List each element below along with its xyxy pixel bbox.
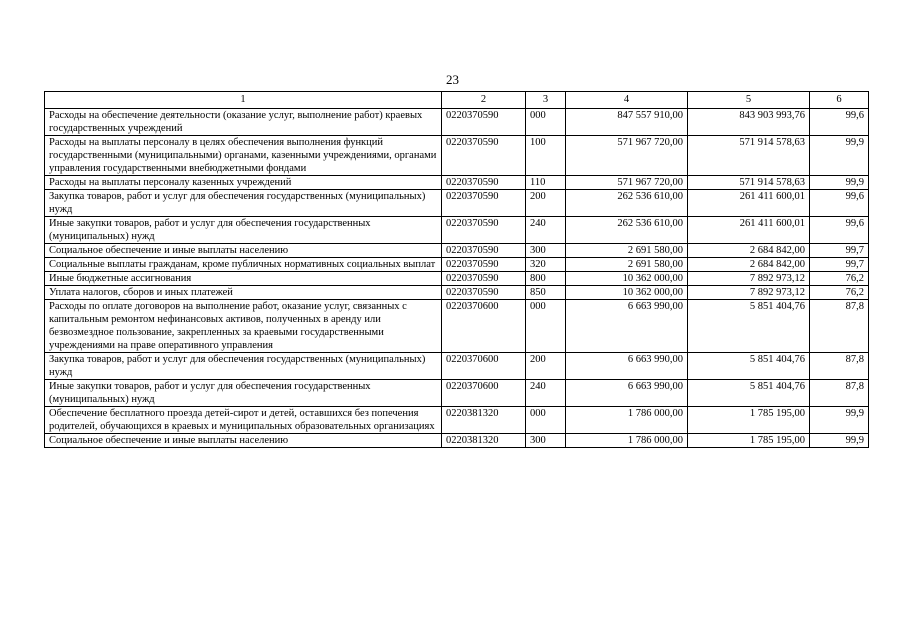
table-row (45, 407, 869, 434)
row-type: 100 (526, 136, 566, 176)
row-type: 320 (526, 258, 566, 272)
column-header-6: 6 (810, 92, 869, 109)
row-percent: 99,7 (810, 258, 869, 272)
row-name: Социальное обеспечение и иные выплаты населению (45, 434, 442, 448)
row-code: 0220370590 (442, 244, 526, 258)
row-fact: 1 785 195,00 (688, 407, 810, 434)
row-code: 0220370600 (442, 353, 526, 380)
row-plan: 6 663 990,00 (566, 353, 688, 380)
column-header-2: 2 (442, 92, 526, 109)
row-percent: 99,6 (810, 190, 869, 217)
row-name: Социальные выплаты гражданам, кроме публичных нормативных социальных выплат (45, 258, 442, 272)
row-plan: 10 362 000,00 (566, 286, 688, 300)
row-fact: 571 914 578,63 (688, 136, 810, 176)
row-percent: 99,9 (810, 176, 869, 190)
row-type: 300 (526, 244, 566, 258)
row-fact: 261 411 600,01 (688, 217, 810, 244)
row-percent: 99,9 (810, 136, 869, 176)
table-row (45, 380, 869, 407)
row-name: Расходы на выплаты персоналу казенных учреждений (45, 176, 442, 190)
row-code: 0220370590 (442, 272, 526, 286)
row-type: 200 (526, 190, 566, 217)
row-code: 0220370590 (442, 176, 526, 190)
row-percent: 87,8 (810, 353, 869, 380)
row-name: Уплата налогов, сборов и иных платежей (45, 286, 442, 300)
row-type: 300 (526, 434, 566, 448)
column-header-4: 4 (566, 92, 688, 109)
page-number: 23 (446, 72, 459, 87)
table-row (45, 353, 869, 380)
row-plan: 262 536 610,00 (566, 190, 688, 217)
row-percent: 87,8 (810, 380, 869, 407)
row-percent: 99,7 (810, 244, 869, 258)
row-plan: 6 663 990,00 (566, 380, 688, 407)
table-row (45, 190, 869, 217)
row-plan: 571 967 720,00 (566, 136, 688, 176)
row-name: Расходы на обеспечение деятельности (оказание услуг, выполнение работ) краевых государственных учреждений (45, 109, 442, 136)
row-fact: 1 785 195,00 (688, 434, 810, 448)
row-fact: 5 851 404,76 (688, 380, 810, 407)
row-code: 0220370590 (442, 109, 526, 136)
row-percent: 76,2 (810, 286, 869, 300)
row-type: 240 (526, 380, 566, 407)
row-plan: 2 691 580,00 (566, 244, 688, 258)
row-name: Социальное обеспечение и иные выплаты населению (45, 244, 442, 258)
row-plan: 10 362 000,00 (566, 272, 688, 286)
row-fact: 2 684 842,00 (688, 244, 810, 258)
row-name: Расходы по оплате договоров на выполнение работ, оказание услуг, связанных с капитальным ремонтом нефинансовых активов, полученных в аренду или безвозмездное пользование, закрепленных за краевыми государственными учреждениями на праве оперативного управления (45, 300, 442, 353)
row-type: 000 (526, 300, 566, 353)
row-fact: 571 914 578,63 (688, 176, 810, 190)
row-plan: 262 536 610,00 (566, 217, 688, 244)
table-row (45, 217, 869, 244)
table-row (45, 272, 869, 286)
row-name: Обеспечение бесплатного проезда детей-сирот и детей, оставшихся без попечения родителей, обучающихся в краевых и муниципальных образовательных организациях (45, 407, 442, 434)
row-code: 0220370590 (442, 136, 526, 176)
row-code: 0220370590 (442, 286, 526, 300)
row-name: Иные закупки товаров, работ и услуг для обеспечения государственных (муниципальных) нужд (45, 217, 442, 244)
row-plan: 6 663 990,00 (566, 300, 688, 353)
row-type: 110 (526, 176, 566, 190)
row-percent: 99,9 (810, 407, 869, 434)
row-plan: 2 691 580,00 (566, 258, 688, 272)
row-code: 0220370590 (442, 217, 526, 244)
table-row (45, 258, 869, 272)
table-row (45, 244, 869, 258)
row-type: 000 (526, 109, 566, 136)
row-type: 200 (526, 353, 566, 380)
row-name: Расходы на выплаты персоналу в целях обеспечения выполнения функций государственными (муниципальными) органами, казенными учреждениями, органами управления государственными внебюджетными фондами (45, 136, 442, 176)
budget-table (44, 91, 869, 448)
row-fact: 7 892 973,12 (688, 272, 810, 286)
row-fact: 5 851 404,76 (688, 353, 810, 380)
row-name: Иные закупки товаров, работ и услуг для обеспечения государственных (муниципальных) нужд (45, 380, 442, 407)
row-plan: 847 557 910,00 (566, 109, 688, 136)
row-percent: 99,6 (810, 217, 869, 244)
row-type: 800 (526, 272, 566, 286)
row-code: 0220370590 (442, 190, 526, 217)
table-row (45, 300, 869, 353)
table-row (45, 434, 869, 448)
row-fact: 5 851 404,76 (688, 300, 810, 353)
row-percent: 76,2 (810, 272, 869, 286)
row-type: 240 (526, 217, 566, 244)
row-percent: 87,8 (810, 300, 869, 353)
row-code: 0220381320 (442, 434, 526, 448)
row-name: Закупка товаров, работ и услуг для обеспечения государственных (муниципальных) нужд (45, 190, 442, 217)
row-type: 000 (526, 407, 566, 434)
row-name: Иные бюджетные ассигнования (45, 272, 442, 286)
row-fact: 7 892 973,12 (688, 286, 810, 300)
row-plan: 1 786 000,00 (566, 407, 688, 434)
column-header-3: 3 (526, 92, 566, 109)
table-row (45, 109, 869, 136)
column-header-1: 1 (45, 92, 442, 109)
table-header-row (45, 92, 869, 109)
table-row (45, 176, 869, 190)
row-code: 0220370600 (442, 380, 526, 407)
column-header-5: 5 (688, 92, 810, 109)
table-row (45, 286, 869, 300)
row-fact: 2 684 842,00 (688, 258, 810, 272)
row-name: Закупка товаров, работ и услуг для обеспечения государственных (муниципальных) нужд (45, 353, 442, 380)
table-row (45, 136, 869, 176)
row-code: 0220381320 (442, 407, 526, 434)
row-plan: 571 967 720,00 (566, 176, 688, 190)
row-percent: 99,9 (810, 434, 869, 448)
row-fact: 261 411 600,01 (688, 190, 810, 217)
row-type: 850 (526, 286, 566, 300)
row-code: 0220370590 (442, 258, 526, 272)
row-code: 0220370600 (442, 300, 526, 353)
row-fact: 843 903 993,76 (688, 109, 810, 136)
row-percent: 99,6 (810, 109, 869, 136)
row-plan: 1 786 000,00 (566, 434, 688, 448)
